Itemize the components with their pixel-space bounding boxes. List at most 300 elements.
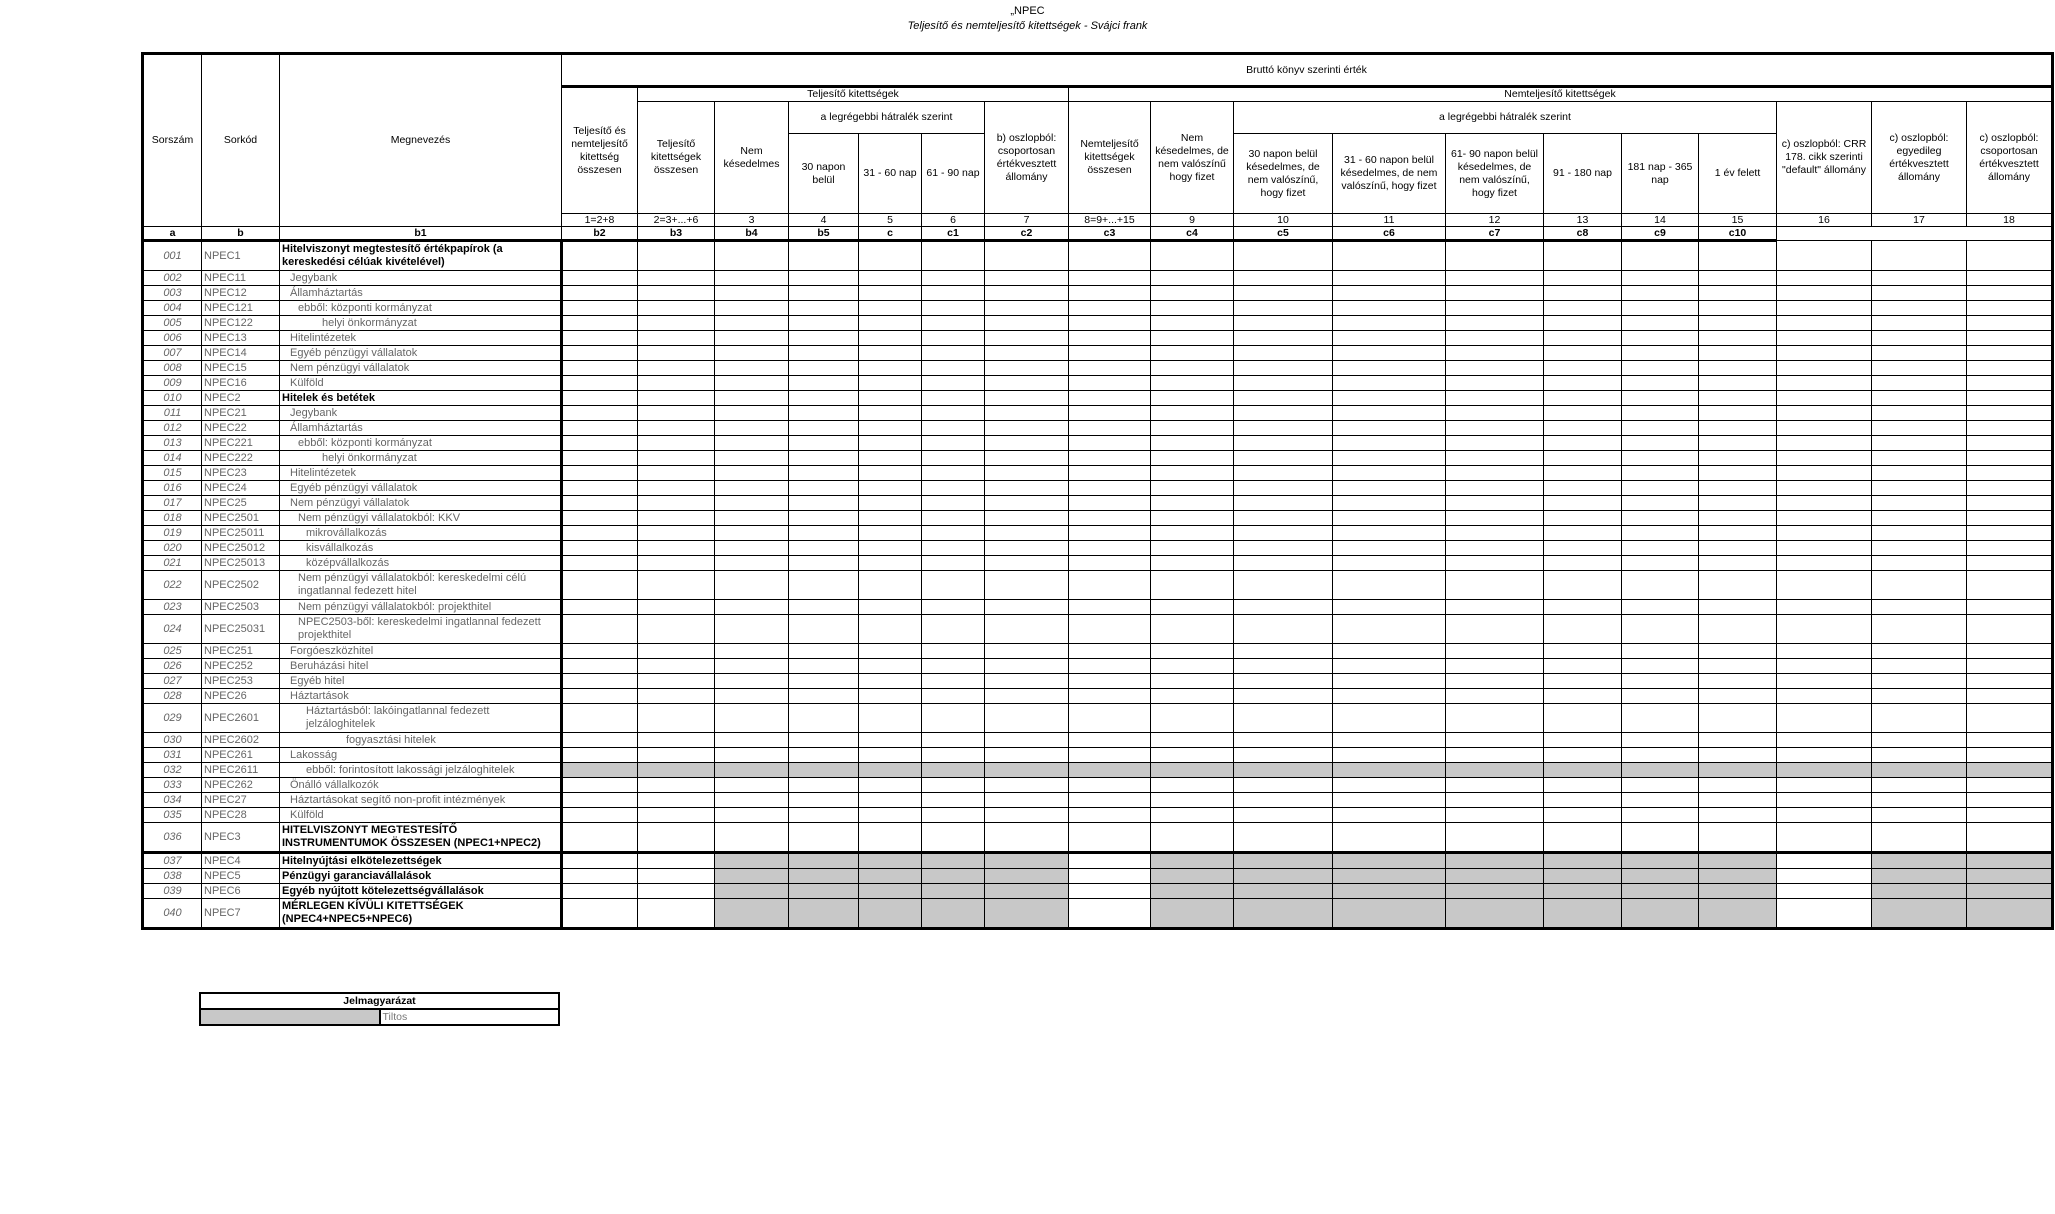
data-cell-c9[interactable] [1872, 748, 1967, 763]
data-cell-c6[interactable] [1622, 496, 1699, 511]
data-cell-c3[interactable] [1333, 853, 1446, 869]
data-cell-b5[interactable] [985, 391, 1069, 406]
data-cell-c7[interactable] [1699, 899, 1777, 928]
data-cell-c5[interactable] [1544, 541, 1622, 556]
data-cell-c1[interactable] [1151, 644, 1234, 659]
data-cell-b3[interactable] [859, 511, 922, 526]
data-cell-c10[interactable] [1967, 853, 2052, 869]
data-cell-a[interactable] [562, 793, 638, 808]
data-cell-b5[interactable] [985, 763, 1069, 778]
data-cell-c8[interactable] [1777, 869, 1872, 884]
data-cell-a[interactable] [562, 571, 638, 600]
data-cell-c6[interactable] [1622, 271, 1699, 286]
data-cell-c4[interactable] [1446, 571, 1544, 600]
data-cell-c7[interactable] [1699, 748, 1777, 763]
data-cell-c1[interactable] [1151, 301, 1234, 316]
data-cell-c7[interactable] [1699, 301, 1777, 316]
data-cell-c8[interactable] [1777, 689, 1872, 704]
data-cell-c2[interactable] [1234, 644, 1333, 659]
data-cell-c7[interactable] [1699, 869, 1777, 884]
data-cell-c10[interactable] [1967, 644, 2052, 659]
data-cell-c7[interactable] [1699, 853, 1777, 869]
data-cell-c[interactable] [1069, 748, 1151, 763]
data-cell-c4[interactable] [1446, 659, 1544, 674]
data-cell-b2[interactable] [789, 271, 859, 286]
data-cell-c2[interactable] [1234, 808, 1333, 823]
data-cell-c2[interactable] [1234, 884, 1333, 899]
data-cell-c8[interactable] [1777, 301, 1872, 316]
data-cell-c9[interactable] [1872, 615, 1967, 644]
data-cell-c[interactable] [1069, 406, 1151, 421]
data-cell-c10[interactable] [1967, 421, 2052, 436]
data-cell-c10[interactable] [1967, 674, 2052, 689]
data-cell-a[interactable] [562, 733, 638, 748]
data-cell-c6[interactable] [1622, 241, 1699, 271]
data-cell-c[interactable] [1069, 526, 1151, 541]
data-cell-b[interactable] [638, 331, 715, 346]
data-cell-b5[interactable] [985, 899, 1069, 928]
data-cell-c8[interactable] [1777, 659, 1872, 674]
data-cell-b3[interactable] [859, 391, 922, 406]
data-cell-c8[interactable] [1777, 571, 1872, 600]
data-cell-b3[interactable] [859, 899, 922, 928]
data-cell-c2[interactable] [1234, 748, 1333, 763]
data-cell-b3[interactable] [859, 526, 922, 541]
data-cell-c10[interactable] [1967, 541, 2052, 556]
data-cell-c10[interactable] [1967, 481, 2052, 496]
data-cell-c5[interactable] [1544, 316, 1622, 331]
data-cell-a[interactable] [562, 748, 638, 763]
data-cell-b4[interactable] [922, 644, 985, 659]
data-cell-c2[interactable] [1234, 778, 1333, 793]
data-cell-b2[interactable] [789, 689, 859, 704]
data-cell-c7[interactable] [1699, 346, 1777, 361]
data-cell-c9[interactable] [1872, 271, 1967, 286]
data-cell-b5[interactable] [985, 511, 1069, 526]
data-cell-c5[interactable] [1544, 748, 1622, 763]
data-cell-c1[interactable] [1151, 361, 1234, 376]
data-cell-b4[interactable] [922, 615, 985, 644]
data-cell-c8[interactable] [1777, 481, 1872, 496]
data-cell-c3[interactable] [1333, 689, 1446, 704]
data-cell-c5[interactable] [1544, 793, 1622, 808]
data-cell-b4[interactable] [922, 316, 985, 331]
data-cell-a[interactable] [562, 406, 638, 421]
data-cell-b2[interactable] [789, 571, 859, 600]
data-cell-c3[interactable] [1333, 763, 1446, 778]
data-cell-c4[interactable] [1446, 451, 1544, 466]
data-cell-c9[interactable] [1872, 704, 1967, 733]
data-cell-b[interactable] [638, 286, 715, 301]
data-cell-c2[interactable] [1234, 733, 1333, 748]
data-cell-b1[interactable] [715, 884, 789, 899]
data-cell-c[interactable] [1069, 451, 1151, 466]
data-cell-b1[interactable] [715, 406, 789, 421]
data-cell-b1[interactable] [715, 376, 789, 391]
data-cell-c5[interactable] [1544, 869, 1622, 884]
data-cell-b5[interactable] [985, 556, 1069, 571]
data-cell-c4[interactable] [1446, 406, 1544, 421]
data-cell-c9[interactable] [1872, 689, 1967, 704]
data-cell-c10[interactable] [1967, 556, 2052, 571]
data-cell-c10[interactable] [1967, 301, 2052, 316]
data-cell-b1[interactable] [715, 451, 789, 466]
data-cell-c1[interactable] [1151, 376, 1234, 391]
data-cell-c[interactable] [1069, 316, 1151, 331]
data-cell-c1[interactable] [1151, 271, 1234, 286]
data-cell-b[interactable] [638, 316, 715, 331]
data-cell-b[interactable] [638, 823, 715, 853]
data-cell-c[interactable] [1069, 376, 1151, 391]
data-cell-c3[interactable] [1333, 644, 1446, 659]
data-cell-c7[interactable] [1699, 241, 1777, 271]
data-cell-c1[interactable] [1151, 899, 1234, 928]
data-cell-b1[interactable] [715, 301, 789, 316]
data-cell-c10[interactable] [1967, 899, 2052, 928]
data-cell-b5[interactable] [985, 704, 1069, 733]
data-cell-b[interactable] [638, 571, 715, 600]
data-cell-c10[interactable] [1967, 511, 2052, 526]
data-cell-b4[interactable] [922, 808, 985, 823]
data-cell-c4[interactable] [1446, 271, 1544, 286]
data-cell-c4[interactable] [1446, 808, 1544, 823]
data-cell-c2[interactable] [1234, 541, 1333, 556]
data-cell-c8[interactable] [1777, 733, 1872, 748]
data-cell-c[interactable] [1069, 733, 1151, 748]
data-cell-c7[interactable] [1699, 451, 1777, 466]
data-cell-c9[interactable] [1872, 884, 1967, 899]
data-cell-b2[interactable] [789, 421, 859, 436]
data-cell-c[interactable] [1069, 241, 1151, 271]
data-cell-b1[interactable] [715, 823, 789, 853]
data-cell-c4[interactable] [1446, 541, 1544, 556]
data-cell-b2[interactable] [789, 853, 859, 869]
data-cell-b3[interactable] [859, 823, 922, 853]
data-cell-c3[interactable] [1333, 556, 1446, 571]
data-cell-c3[interactable] [1333, 436, 1446, 451]
data-cell-c6[interactable] [1622, 526, 1699, 541]
data-cell-c5[interactable] [1544, 331, 1622, 346]
data-cell-c1[interactable] [1151, 884, 1234, 899]
data-cell-c1[interactable] [1151, 541, 1234, 556]
data-cell-c10[interactable] [1967, 778, 2052, 793]
data-cell-b5[interactable] [985, 689, 1069, 704]
data-cell-b2[interactable] [789, 644, 859, 659]
data-cell-c1[interactable] [1151, 689, 1234, 704]
data-cell-c9[interactable] [1872, 571, 1967, 600]
data-cell-c9[interactable] [1872, 406, 1967, 421]
data-cell-c2[interactable] [1234, 316, 1333, 331]
data-cell-b4[interactable] [922, 793, 985, 808]
data-cell-c8[interactable] [1777, 286, 1872, 301]
data-cell-c2[interactable] [1234, 869, 1333, 884]
data-cell-c[interactable] [1069, 763, 1151, 778]
data-cell-c6[interactable] [1622, 541, 1699, 556]
data-cell-b[interactable] [638, 361, 715, 376]
data-cell-b3[interactable] [859, 808, 922, 823]
data-cell-a[interactable] [562, 421, 638, 436]
data-cell-b2[interactable] [789, 496, 859, 511]
data-cell-c2[interactable] [1234, 376, 1333, 391]
data-cell-c10[interactable] [1967, 451, 2052, 466]
data-cell-a[interactable] [562, 869, 638, 884]
data-cell-c3[interactable] [1333, 541, 1446, 556]
data-cell-b3[interactable] [859, 556, 922, 571]
data-cell-a[interactable] [562, 496, 638, 511]
data-cell-c8[interactable] [1777, 541, 1872, 556]
data-cell-c10[interactable] [1967, 376, 2052, 391]
data-cell-c2[interactable] [1234, 526, 1333, 541]
data-cell-c2[interactable] [1234, 496, 1333, 511]
data-cell-c1[interactable] [1151, 853, 1234, 869]
data-cell-c9[interactable] [1872, 436, 1967, 451]
data-cell-c9[interactable] [1872, 600, 1967, 615]
data-cell-c7[interactable] [1699, 674, 1777, 689]
data-cell-c10[interactable] [1967, 271, 2052, 286]
data-cell-b1[interactable] [715, 600, 789, 615]
data-cell-b[interactable] [638, 600, 715, 615]
data-cell-c6[interactable] [1622, 674, 1699, 689]
data-cell-c10[interactable] [1967, 361, 2052, 376]
data-cell-c9[interactable] [1872, 301, 1967, 316]
data-cell-b3[interactable] [859, 674, 922, 689]
data-cell-c1[interactable] [1151, 391, 1234, 406]
data-cell-b1[interactable] [715, 689, 789, 704]
data-cell-c4[interactable] [1446, 436, 1544, 451]
data-cell-b4[interactable] [922, 600, 985, 615]
data-cell-c10[interactable] [1967, 823, 2052, 853]
data-cell-c7[interactable] [1699, 541, 1777, 556]
data-cell-c7[interactable] [1699, 421, 1777, 436]
data-cell-b5[interactable] [985, 451, 1069, 466]
data-cell-c10[interactable] [1967, 869, 2052, 884]
data-cell-c2[interactable] [1234, 451, 1333, 466]
data-cell-b4[interactable] [922, 659, 985, 674]
data-cell-c5[interactable] [1544, 763, 1622, 778]
data-cell-a[interactable] [562, 899, 638, 928]
data-cell-c1[interactable] [1151, 571, 1234, 600]
data-cell-c10[interactable] [1967, 808, 2052, 823]
data-cell-c10[interactable] [1967, 600, 2052, 615]
data-cell-c9[interactable] [1872, 763, 1967, 778]
data-cell-b4[interactable] [922, 556, 985, 571]
data-cell-b2[interactable] [789, 286, 859, 301]
data-cell-b5[interactable] [985, 571, 1069, 600]
data-cell-a[interactable] [562, 436, 638, 451]
data-cell-b1[interactable] [715, 421, 789, 436]
data-cell-c3[interactable] [1333, 286, 1446, 301]
data-cell-c10[interactable] [1967, 316, 2052, 331]
data-cell-b[interactable] [638, 301, 715, 316]
data-cell-c7[interactable] [1699, 808, 1777, 823]
data-cell-c2[interactable] [1234, 406, 1333, 421]
data-cell-c7[interactable] [1699, 481, 1777, 496]
data-cell-b4[interactable] [922, 689, 985, 704]
data-cell-c1[interactable] [1151, 733, 1234, 748]
data-cell-a[interactable] [562, 615, 638, 644]
data-cell-c8[interactable] [1777, 704, 1872, 733]
data-cell-b1[interactable] [715, 391, 789, 406]
data-cell-c10[interactable] [1967, 884, 2052, 899]
data-cell-c[interactable] [1069, 481, 1151, 496]
data-cell-c1[interactable] [1151, 496, 1234, 511]
data-cell-b3[interactable] [859, 571, 922, 600]
data-cell-c3[interactable] [1333, 600, 1446, 615]
data-cell-c5[interactable] [1544, 451, 1622, 466]
data-cell-b3[interactable] [859, 421, 922, 436]
data-cell-c1[interactable] [1151, 526, 1234, 541]
data-cell-c1[interactable] [1151, 241, 1234, 271]
data-cell-c4[interactable] [1446, 481, 1544, 496]
data-cell-b4[interactable] [922, 436, 985, 451]
data-cell-b5[interactable] [985, 644, 1069, 659]
data-cell-b1[interactable] [715, 571, 789, 600]
data-cell-c[interactable] [1069, 361, 1151, 376]
data-cell-c4[interactable] [1446, 793, 1544, 808]
data-cell-b[interactable] [638, 808, 715, 823]
data-cell-c6[interactable] [1622, 823, 1699, 853]
data-cell-c10[interactable] [1967, 571, 2052, 600]
data-cell-c3[interactable] [1333, 808, 1446, 823]
data-cell-c1[interactable] [1151, 778, 1234, 793]
data-cell-c7[interactable] [1699, 733, 1777, 748]
data-cell-c7[interactable] [1699, 286, 1777, 301]
data-cell-c[interactable] [1069, 689, 1151, 704]
data-cell-c1[interactable] [1151, 556, 1234, 571]
data-cell-b1[interactable] [715, 286, 789, 301]
data-cell-c10[interactable] [1967, 689, 2052, 704]
data-cell-c9[interactable] [1872, 853, 1967, 869]
data-cell-b1[interactable] [715, 644, 789, 659]
data-cell-c6[interactable] [1622, 778, 1699, 793]
data-cell-c8[interactable] [1777, 406, 1872, 421]
data-cell-c6[interactable] [1622, 644, 1699, 659]
data-cell-c6[interactable] [1622, 748, 1699, 763]
data-cell-b4[interactable] [922, 496, 985, 511]
data-cell-b2[interactable] [789, 466, 859, 481]
data-cell-c[interactable] [1069, 511, 1151, 526]
data-cell-b2[interactable] [789, 541, 859, 556]
data-cell-b5[interactable] [985, 346, 1069, 361]
data-cell-c9[interactable] [1872, 823, 1967, 853]
data-cell-c6[interactable] [1622, 763, 1699, 778]
data-cell-c3[interactable] [1333, 778, 1446, 793]
data-cell-c6[interactable] [1622, 361, 1699, 376]
data-cell-c2[interactable] [1234, 899, 1333, 928]
data-cell-b2[interactable] [789, 511, 859, 526]
data-cell-b5[interactable] [985, 793, 1069, 808]
data-cell-c6[interactable] [1622, 659, 1699, 674]
data-cell-a[interactable] [562, 526, 638, 541]
data-cell-c5[interactable] [1544, 286, 1622, 301]
data-cell-c4[interactable] [1446, 286, 1544, 301]
data-cell-c4[interactable] [1446, 466, 1544, 481]
data-cell-c4[interactable] [1446, 615, 1544, 644]
data-cell-a[interactable] [562, 316, 638, 331]
data-cell-c9[interactable] [1872, 733, 1967, 748]
data-cell-c3[interactable] [1333, 704, 1446, 733]
data-cell-a[interactable] [562, 541, 638, 556]
data-cell-c7[interactable] [1699, 615, 1777, 644]
data-cell-c5[interactable] [1544, 361, 1622, 376]
data-cell-c[interactable] [1069, 421, 1151, 436]
data-cell-c[interactable] [1069, 659, 1151, 674]
data-cell-a[interactable] [562, 361, 638, 376]
data-cell-c9[interactable] [1872, 526, 1967, 541]
data-cell-c4[interactable] [1446, 346, 1544, 361]
data-cell-c7[interactable] [1699, 496, 1777, 511]
data-cell-c[interactable] [1069, 496, 1151, 511]
data-cell-c[interactable] [1069, 466, 1151, 481]
data-cell-c[interactable] [1069, 869, 1151, 884]
data-cell-b4[interactable] [922, 406, 985, 421]
data-cell-b[interactable] [638, 615, 715, 644]
data-cell-b5[interactable] [985, 466, 1069, 481]
data-cell-b1[interactable] [715, 793, 789, 808]
data-cell-b[interactable] [638, 763, 715, 778]
data-cell-c[interactable] [1069, 331, 1151, 346]
data-cell-b4[interactable] [922, 748, 985, 763]
data-cell-c3[interactable] [1333, 884, 1446, 899]
data-cell-b3[interactable] [859, 496, 922, 511]
data-cell-b[interactable] [638, 511, 715, 526]
data-cell-c6[interactable] [1622, 481, 1699, 496]
data-cell-a[interactable] [562, 808, 638, 823]
data-cell-b[interactable] [638, 674, 715, 689]
data-cell-c3[interactable] [1333, 793, 1446, 808]
data-cell-c8[interactable] [1777, 899, 1872, 928]
data-cell-c1[interactable] [1151, 331, 1234, 346]
data-cell-b[interactable] [638, 689, 715, 704]
data-cell-a[interactable] [562, 511, 638, 526]
data-cell-b4[interactable] [922, 361, 985, 376]
data-cell-c4[interactable] [1446, 331, 1544, 346]
data-cell-c5[interactable] [1544, 496, 1622, 511]
data-cell-a[interactable] [562, 763, 638, 778]
data-cell-c10[interactable] [1967, 241, 2052, 271]
data-cell-c3[interactable] [1333, 823, 1446, 853]
data-cell-c6[interactable] [1622, 451, 1699, 466]
data-cell-b4[interactable] [922, 571, 985, 600]
data-cell-b5[interactable] [985, 376, 1069, 391]
data-cell-c2[interactable] [1234, 481, 1333, 496]
data-cell-c5[interactable] [1544, 556, 1622, 571]
data-cell-b3[interactable] [859, 286, 922, 301]
data-cell-b2[interactable] [789, 436, 859, 451]
data-cell-c8[interactable] [1777, 466, 1872, 481]
data-cell-b5[interactable] [985, 361, 1069, 376]
data-cell-b5[interactable] [985, 541, 1069, 556]
data-cell-c8[interactable] [1777, 436, 1872, 451]
data-cell-b5[interactable] [985, 286, 1069, 301]
data-cell-c5[interactable] [1544, 615, 1622, 644]
data-cell-c[interactable] [1069, 899, 1151, 928]
data-cell-c[interactable] [1069, 674, 1151, 689]
data-cell-c4[interactable] [1446, 748, 1544, 763]
data-cell-c2[interactable] [1234, 793, 1333, 808]
data-cell-c8[interactable] [1777, 748, 1872, 763]
data-cell-c2[interactable] [1234, 391, 1333, 406]
data-cell-b3[interactable] [859, 884, 922, 899]
data-cell-b4[interactable] [922, 884, 985, 899]
data-cell-c6[interactable] [1622, 615, 1699, 644]
data-cell-c8[interactable] [1777, 316, 1872, 331]
data-cell-b3[interactable] [859, 361, 922, 376]
data-cell-b[interactable] [638, 376, 715, 391]
data-cell-a[interactable] [562, 556, 638, 571]
data-cell-b4[interactable] [922, 704, 985, 733]
data-cell-c1[interactable] [1151, 451, 1234, 466]
